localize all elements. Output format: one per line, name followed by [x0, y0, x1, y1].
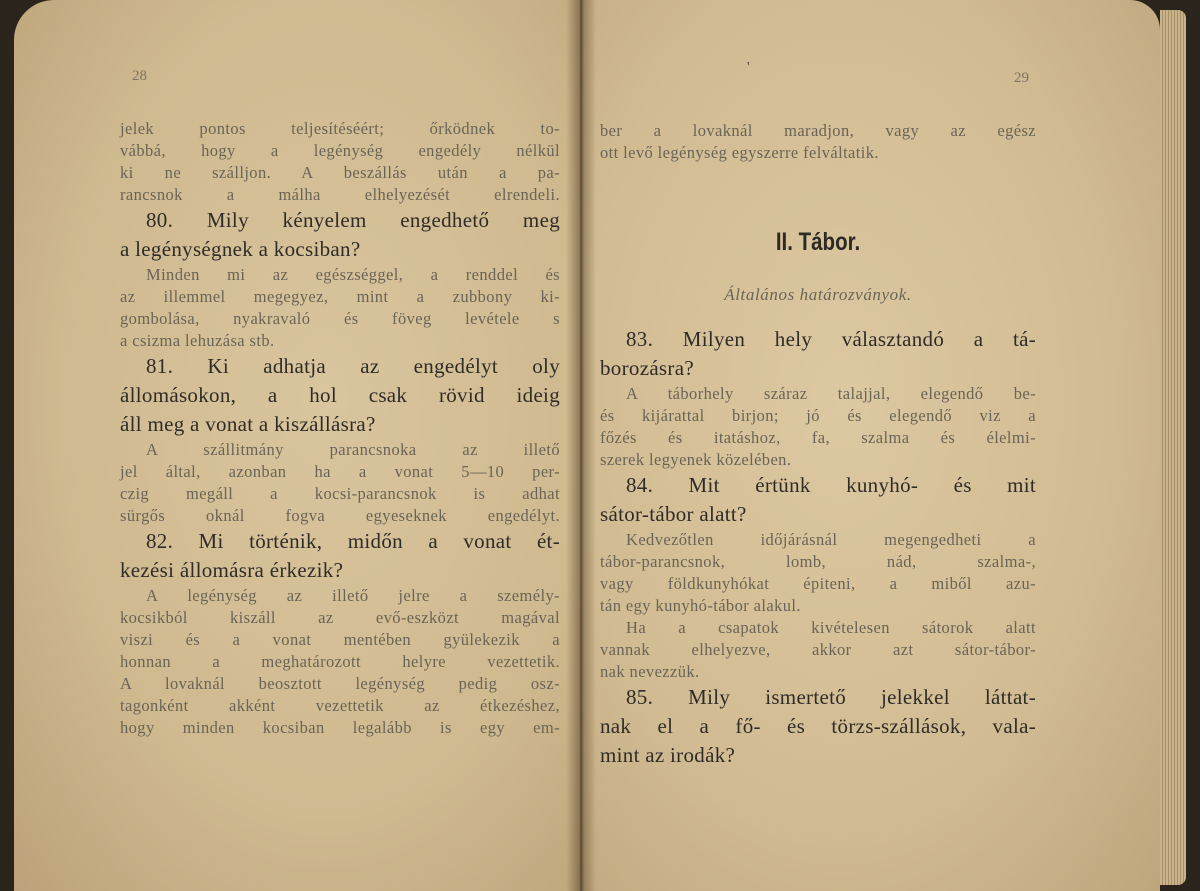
question-83	[600, 325, 1036, 383]
section-heading: II. Tábor.	[775, 228, 861, 256]
text-line: vannak elhelyezve, akkor azt sátor-tábor-	[600, 640, 1036, 659]
text-line: tábor-parancsnok, lomb, nád, szalma-,	[600, 552, 1036, 571]
continuation-paragraph	[120, 118, 560, 206]
question-line: 81. Ki adhatja az engedélyt oly	[146, 354, 560, 378]
text-line: szerek legyenek közelében.	[600, 450, 792, 469]
question-line: 82. Mi történik, midőn a vonat ét-	[146, 529, 560, 553]
text-line: A lovaknál beosztott legénység pedig osz-	[120, 674, 560, 693]
question-line: kezési állomásra érkezik?	[120, 558, 344, 582]
text-line: ber a lovaknál maradjon, vagy az egész	[600, 121, 1036, 140]
question-line: 84. Mit értünk kunyhó- és mit	[626, 473, 1036, 497]
text-line: Minden mi az egészséggel, a renddel és	[146, 265, 560, 284]
question-line: állomásokon, a hol csak rövid ideig	[120, 383, 560, 407]
question-line: 80. Mily kényelem engedhető meg	[146, 208, 560, 232]
text-line: rancsnok a málha elhelyezését elrendeli.	[120, 185, 560, 204]
answer-84	[600, 529, 1036, 683]
question-84	[600, 471, 1036, 529]
right-page-number: 29	[1014, 70, 1029, 86]
text-line: gombolása, nyakravaló és föveg levétele s	[120, 309, 560, 328]
question-85	[600, 683, 1036, 770]
text-line: Ha a csapatok kivételesen sátorok alatt	[626, 618, 1036, 637]
text-line: és kijárattal birjon; jó és elegendő viz a	[600, 406, 1036, 425]
question-line: mint az irodák?	[600, 743, 736, 767]
question-81	[120, 352, 560, 439]
question-line: borozásra?	[600, 356, 694, 380]
text-line: czig megáll a kocsi-parancsnok is adhat	[120, 484, 560, 503]
ink-mark: '	[747, 60, 750, 75]
section-subheading: Általános határozványok.	[724, 285, 912, 304]
left-text-column	[120, 118, 560, 739]
text-line: sürgős oknál fogva egyeseknek engedélyt.	[120, 506, 560, 525]
text-line: kocsikból kiszáll az evő-eszközt magával	[120, 608, 560, 627]
question-line: a legénységnek a kocsiban?	[120, 237, 361, 261]
text-line: A legénység az illető jelre a személy-	[146, 586, 560, 605]
page-edges	[1160, 10, 1186, 885]
text-line: Kedvezőtlen időjárásnál megengedheti a	[626, 530, 1036, 549]
answer-81	[120, 439, 560, 527]
text-line: nak nevezzük.	[600, 662, 700, 681]
question-line: nak el a fő- és törzs-szállások, vala-	[600, 714, 1036, 738]
text-line: A szállitmány parancsnoka az illető	[146, 440, 560, 459]
question-82	[120, 527, 560, 585]
text-line: az illemmel megegyez, mint a zubbony ki-	[120, 287, 560, 306]
text-line: ott levő legénység egyszerre felváltatik.	[600, 143, 879, 162]
text-line: vábbá, hogy a legénység engedély nélkül	[120, 141, 560, 160]
right-text-column	[600, 325, 1036, 770]
answer-80	[120, 264, 560, 352]
question-line: 83. Milyen hely választandó a tá-	[626, 327, 1036, 351]
question-line: 85. Mily ismertető jelekkel láttat-	[626, 685, 1036, 709]
text-line: A táborhely száraz talajjal, elegendő be-	[626, 384, 1036, 403]
text-line: jelek pontos teljesítéséért; őrködnek to-	[120, 119, 560, 138]
book-gutter	[566, 0, 596, 891]
answer-82	[120, 585, 560, 739]
question-line: sátor-tábor alatt?	[600, 502, 747, 526]
text-line: a csizma lehuzása stb.	[120, 331, 275, 350]
question-line: áll meg a vonat a kiszállásra?	[120, 412, 376, 436]
text-line: tagonként akként vezettetik az étkezéshez,	[120, 696, 560, 715]
text-line: vagy földkunyhókat épiteni, a miből azu-	[600, 574, 1036, 593]
text-line: honnan a meghatározott helyre vezettetik.	[120, 652, 560, 671]
text-line: viszi és a vonat mentében gyülekezik a	[120, 630, 560, 649]
text-line: főzés és itatáshoz, fa, szalma és élelmi-	[600, 428, 1036, 447]
text-line: ki ne szálljon. A beszállás után a pa-	[120, 163, 560, 182]
text-line: tán egy kunyhó-tábor alakul.	[600, 596, 801, 615]
text-line: jel által, azonban ha a vonat 5—10 per-	[120, 462, 560, 481]
answer-83	[600, 383, 1036, 471]
question-80	[120, 206, 560, 264]
right-text-column-top	[600, 120, 1036, 164]
text-line: hogy minden kocsiban legalább is egy em-	[120, 718, 560, 737]
left-page-number: 28	[132, 68, 147, 84]
